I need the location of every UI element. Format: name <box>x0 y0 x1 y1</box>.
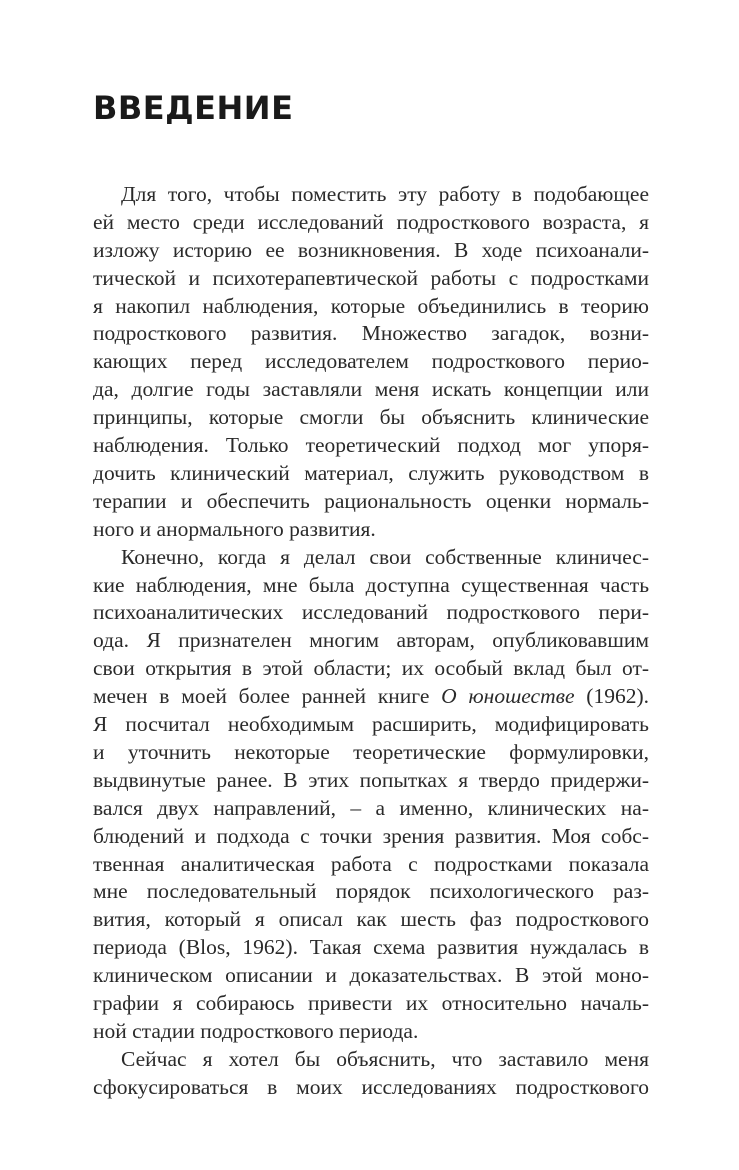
text-line-part: мечен в моей более ранней книге <box>93 684 442 708</box>
text-line: дочить клинический материал, служить руководством в <box>93 461 649 485</box>
text-line: блюдений и подхода с точки зрения развития. Моя собс- <box>93 824 649 848</box>
text-line: подросткового развития. Множество загадок, возни- <box>93 321 649 345</box>
text-line: изложу историю ее возникновения. В ходе психоанали- <box>93 238 649 262</box>
chapter-heading: ВВЕДЕНИЕ <box>93 89 294 127</box>
text-line: выдвинутые ранее. В этих попытках я твердо придержи- <box>93 768 649 792</box>
text-line: терапии и обеспечить рациональность оценки нормаль- <box>93 489 649 513</box>
text-line: графии я собираюсь привести их относительно началь- <box>93 991 649 1015</box>
text-line: да, долгие годы заставляли меня искать концепции или <box>93 377 649 401</box>
text-line: периода (Blos, 1962). Такая схема развития нуждалась в <box>93 935 649 959</box>
text-line: сфокусироваться в моих исследованиях подросткового <box>93 1075 649 1099</box>
text-line: Сейчас я хотел бы объяснить, что заставило меня <box>121 1047 649 1071</box>
text-line: психоаналитических исследований подросткового пери- <box>93 600 649 624</box>
book-title: О юношестве <box>441 684 575 708</box>
text-line: принципы, которые смогли бы объяснить клинические <box>93 405 649 429</box>
text-line: Конечно, когда я делал свои собственные клиничес- <box>121 545 649 569</box>
text-line: кающих перед исследователем подросткового перио- <box>93 349 649 373</box>
text-line-part: (1962). <box>574 684 650 708</box>
text-line: Я посчитал необходимым расширить, модифицировать <box>93 712 649 736</box>
text-line: ного и анормального развития. <box>93 517 376 541</box>
text-line: мне последовательный порядок психологического раз- <box>93 879 649 903</box>
text-line: свои открытия в этой области; их особый вклад был от- <box>93 656 649 680</box>
text-line: вития, который я описал как шесть фаз подросткового <box>93 907 649 931</box>
text-line: я накопил наблюдения, которые объединились в теорию <box>93 294 649 318</box>
text-line: вался двух направлений, – а именно, клинических на- <box>93 796 649 820</box>
text-line: клиническом описании и доказательствах. В этой моно- <box>93 963 649 987</box>
text-line: наблюдения. Только теоретический подход мог упоря- <box>93 433 649 457</box>
text-line: ода. Я признателен многим авторам, опубликовавшим <box>93 628 649 652</box>
text-line: ей место среди исследований подросткового возраста, я <box>93 210 649 234</box>
text-line: твенная аналитическая работа с подростками показала <box>93 852 649 876</box>
text-line: Для того, чтобы поместить эту работу в подобающее <box>121 182 649 206</box>
text-line <box>93 682 649 710</box>
text-line: ной стадии подросткового периода. <box>93 1019 419 1043</box>
text-line: тической и психотерапевтической работы с подростками <box>93 266 649 290</box>
text-line: и уточнить некоторые теоретические формулировки, <box>93 740 649 764</box>
text-line: кие наблюдения, мне была доступна существенная часть <box>93 573 649 597</box>
